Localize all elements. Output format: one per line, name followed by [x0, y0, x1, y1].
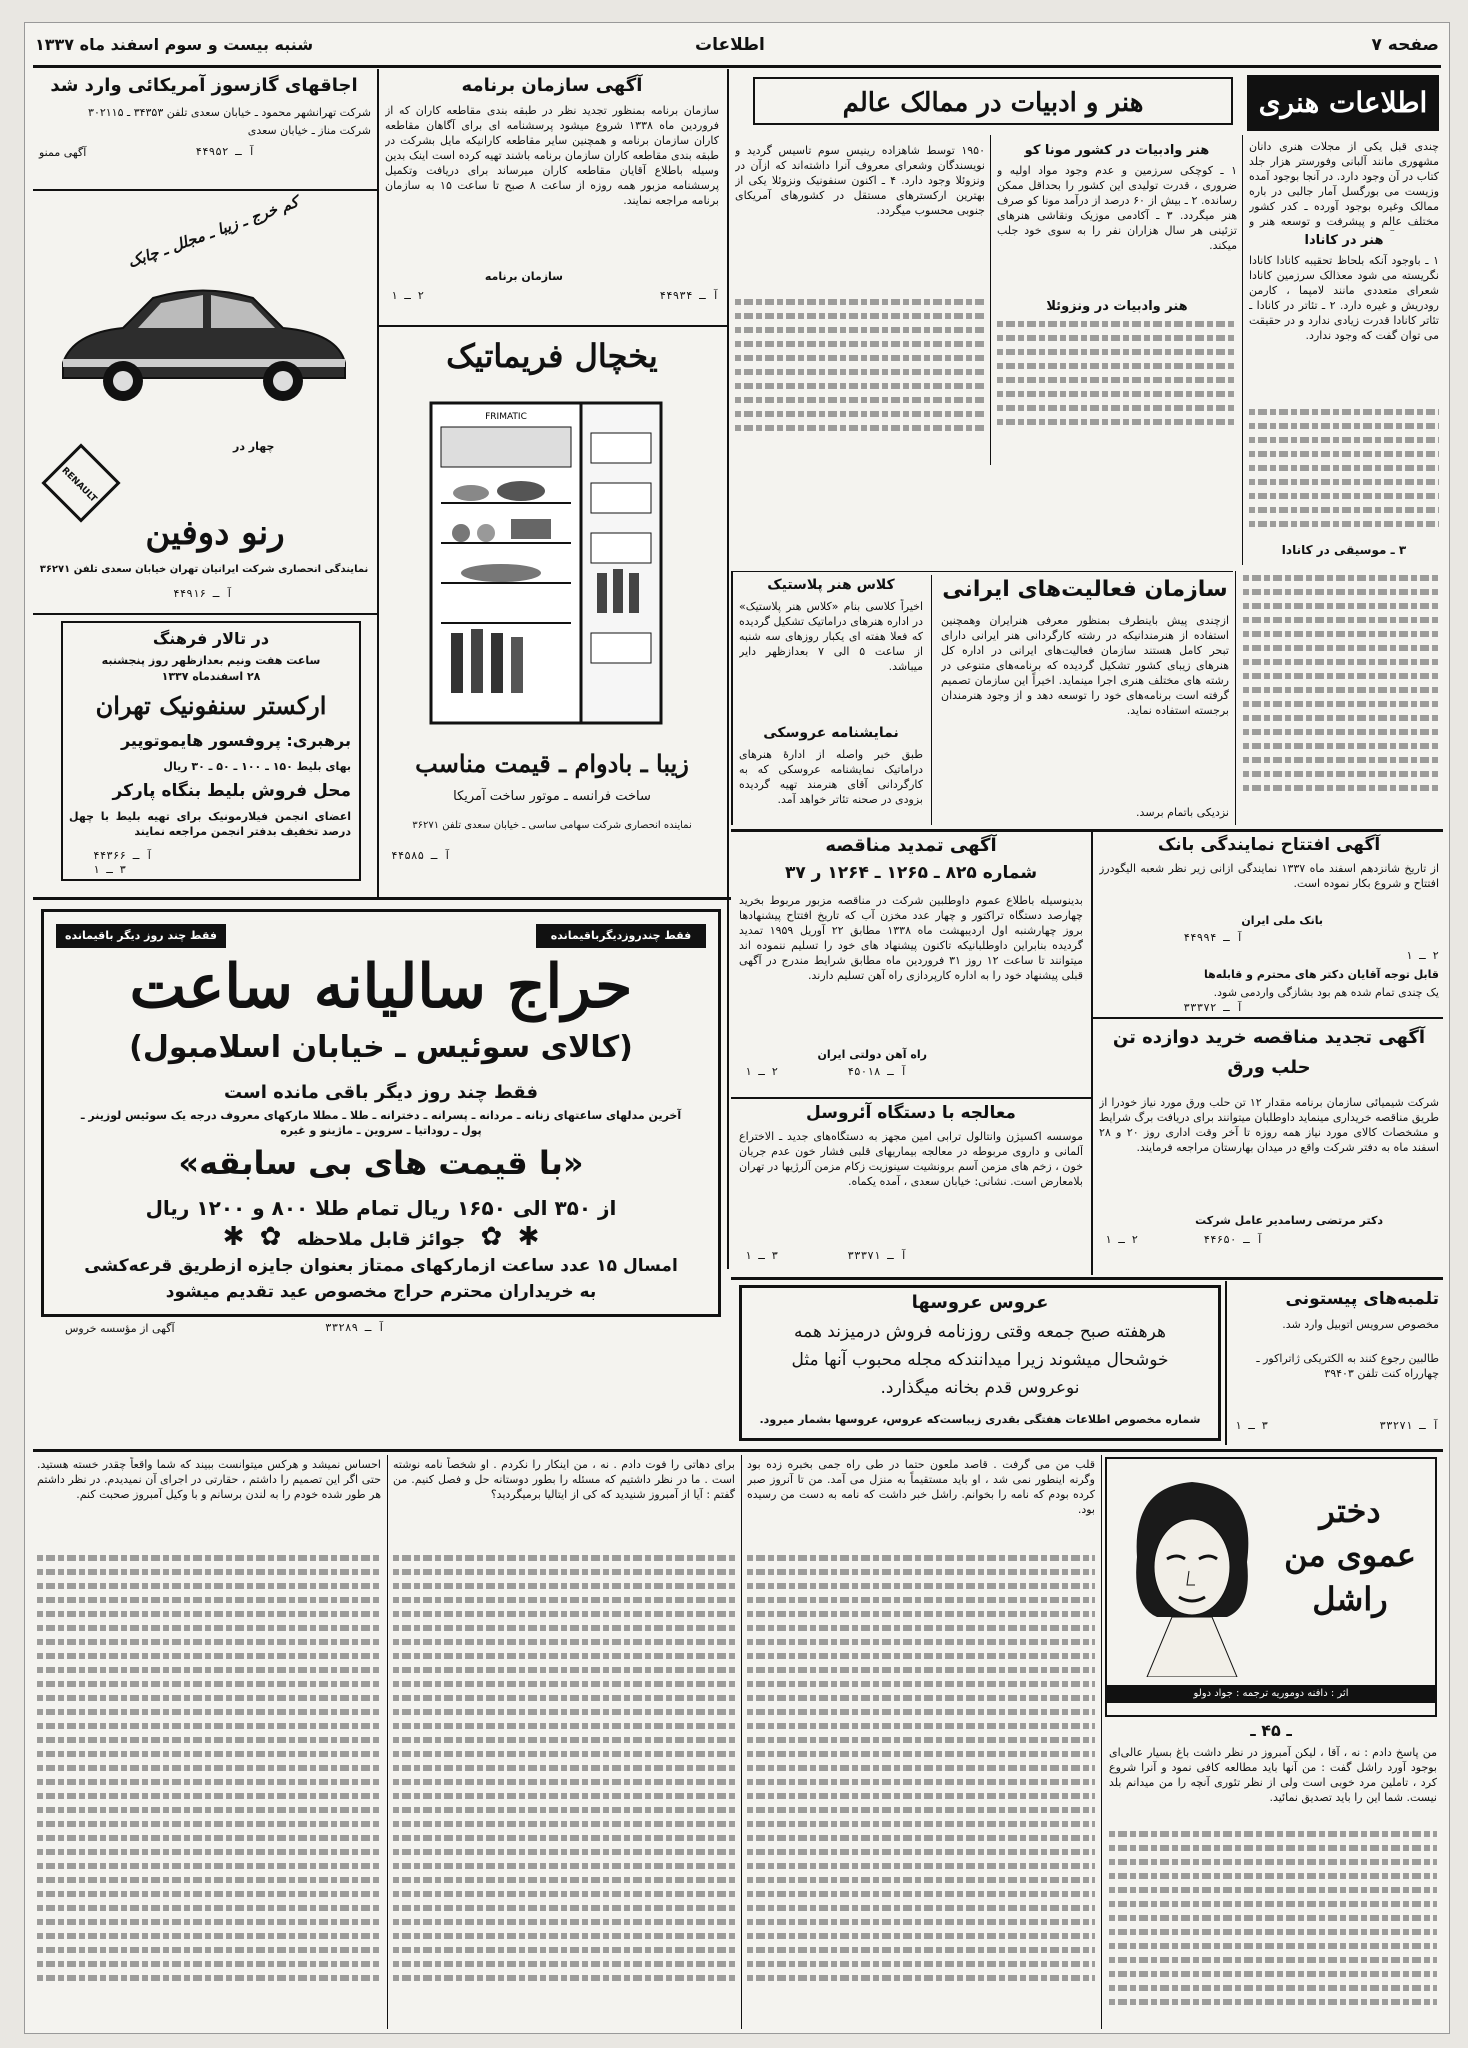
auction-badge-right: فقط چندروزدیگرباقیمانده [536, 924, 706, 948]
renewal-tender-ad [735, 835, 1087, 1095]
auction-stars [44, 1222, 718, 1252]
renault-ad [33, 193, 375, 613]
iran-activities-body: ازچندی پیش باینطرف بمنظور معرفی هنرایران وهمچنین استفاده از هنرمندانیکه در رشته کارگردانی هنر ایرانی دارای تبحر کامل هستند سازمان فعالیت‌های ایرانی در اداره کل هنرهای زیبای کشور تشکیل گردیده که برنامه‌های متنوعی در رشته های مختلف هنری اجرا مینماید. اخیراً این سازمان تصمیم گرفته است برنامه‌های خود را توسعه دهد و از وجود هنرمندان برجسته استفاده نماید. [941, 614, 1229, 717]
plastic-class-title: کلاس هنر پلاستیک [767, 577, 895, 593]
auction-prize-detail2: به خریداران محترم حراج مخصوص عید تقدیم میشود [165, 1282, 597, 1302]
serial-title: دختر عموی من راشل [1284, 1492, 1416, 1618]
fridge-slogan: زیبا ـ بادوام ـ قیمت مناسب [415, 749, 689, 778]
auction-badge-left: فقط چند روز دیگر باقیمانده [56, 924, 226, 948]
magazine-line2: خوشحال میشوند زیرا میدانندکه مجله محبوب آنها مثل [791, 1350, 1169, 1370]
program-org-title: آگهی سازمان برنامه [461, 75, 643, 96]
newspaper-page [24, 22, 1450, 2034]
pump-ad [1231, 1285, 1443, 1441]
pump-title: تلمبه‌های پیستونی [1285, 1289, 1439, 1309]
concert-code: آ ـ ۴۴۳۶۶ [93, 849, 153, 862]
program-org-note: ۲ ـ ۱ [391, 289, 425, 302]
pump-code: آ ـ ۳۳۲۷۱ [1379, 1419, 1439, 1432]
renewal-tender-code: آ ـ ۴۵۰۱۸ [847, 1065, 907, 1078]
auction-footer: آگهی از مؤسسه خروس [65, 1322, 175, 1335]
gas-stove-ad [33, 73, 375, 183]
bank-branch-ad [1095, 835, 1443, 1015]
art-news-right-column [1237, 571, 1443, 825]
concert-ad [61, 621, 361, 881]
concert-members: اعضای انجمن فیلارمونیک برای تهیه بلیط با چهل درصد تخفیف بدفتر انجمن مراجعه نمایند [69, 810, 351, 838]
bank-branch-note: ۲ ـ ۱ [1405, 949, 1439, 962]
concert-date: ۲۸ اسفندماه ۱۳۳۷ [161, 670, 261, 683]
art-news-body-mid: ۱ ـ کوچکی سرزمین و عدم وجود مواد اولیه و ضروری ، قدرت تولیدی این کشور را بحداقل ممکن رسانده. ۲ ـ بیش از ۶۰ درصد از درآمد مونا کو صرف هنر میگردد. ۳ ـ آکادمی موزیک ونقاشی هنرهای تزئینی هر سال هزاران نفر را به سوی خود جلب میکند. [997, 164, 1237, 252]
concert-orchestra: ارکستر سنفونیک تهران [95, 691, 327, 720]
renewal-tender-number: شماره ۸۲۵ ـ ۱۲۶۵ ـ ۱۲۶۴ ر ۳۷ [784, 863, 1038, 883]
auction-code: آ ـ ۳۳۲۸۹ [325, 1321, 385, 1334]
iran-activities-title: سازمان فعالیت‌های ایرانی [942, 577, 1228, 602]
gas-stove-line1: شرکت تهرانشهر محمود ـ خیابان سعدی تلفن ۳۴۳۵۳ ـ ۳۰۲۱۱۵ [88, 106, 371, 119]
serial-author: اثر : دافنه دوموریه ترجمه : جواد دولو [1107, 1685, 1435, 1703]
renewal-tender-body: بدینوسیله باطلاع عموم داوطلبین شرکت در مناقصه مزبور مربوط بخرید چهارصد دستگاه تراکتور و چهار عدد مخزن آب که تاریخ افتتاح پیشنهادها بروز چهارشنبه اول اردیبهشت ماه ۱۳۳۸ مطابق ۲۲ آوریل ۱۹۵۹ تمدید گردیده بنابراین داوطلبانیکه تاکنون پیشنهاد های خود را تسلیم ننموده اند میتوانند تا ساعت ۱۲ روز ۳۱ فروردین ماه مطابق شرایط مندرج در آگهی قبلی پیشنهاد خود را به اداره کارپردازی راه آهن تسلیم دارند. [739, 894, 1083, 982]
art-news-masthead: اطلاعات هنری [1247, 75, 1439, 131]
magazine-footer: شماره مخصوص اطلاعات هفتگی بقدری زیباست‌که عروس، عروسها بشمار میرود. [759, 1413, 1201, 1426]
pump-body: مخصوص سرویس اتوبیل وارد شد. [1282, 1318, 1439, 1331]
renault-badge: RENAULT [41, 443, 120, 522]
tin-tender-note: ۲ ـ ۱ [1105, 1233, 1139, 1246]
car-illustration [53, 273, 353, 413]
serial-column-4: احساس نمیشد و هرکس میتوانست ببیند که شما واقعاً چقدر خسته هستید. حتی اگر این تصمیم را داشتم ، حقارتی در اجرای آن نمیدیدم. در نظر داشتم هر طور شده خودم را به لندن برسانم و با وکیل آمبروز صحبت کنم. [37, 1458, 381, 1501]
aerosol-note: ۳ ـ ۱ [745, 1249, 779, 1262]
renewal-tender-note: ۲ ـ ۱ [745, 1065, 779, 1078]
fridge-origin: ساخت فرانسه ـ موتور ساخت آمریکا [453, 789, 651, 804]
girl-illustration [1117, 1467, 1267, 1677]
renault-brand: رنو دوفین [145, 513, 285, 553]
concert-time: ساعت هفت ونیم بعدازظهر روز پنجشنبه [101, 654, 321, 667]
auction-price-range: از ۳۵۰ الی ۱۶۵۰ ریال تمام طلا ۸۰۰ و ۱۲۰۰ ریال [145, 1196, 617, 1220]
auction-models: آخرین مدلهای ساعتهای زنانه ـ مردانه ـ پسرانه ـ دخترانه ـ طلا ـ مطلا مارکهای معروف درجه یک سوئیس لوزینر ـ پول ـ روداتیا ـ سروین ـ ماژینو و غیره [80, 1109, 682, 1137]
monaco-subtitle: هنر وادبیات در کشور مونا کو [1024, 143, 1210, 158]
date-line: شنبه بیست و سوم اسفند ماه ۱۳۳۷ [35, 35, 314, 54]
concert-conductor: برهبری: پروفسور هایموتوپیر [120, 731, 351, 750]
aerosol-title: معالجه با دستگاه آئروسل [806, 1103, 1016, 1123]
canada-subtitle: هنر در کانادا [1304, 233, 1384, 248]
tin-tender-body: شرکت شیمیائی سازمان برنامه مقدار ۱۲ تن حلب ورق مورد نیاز خودرا از طریق مناقصه خریداری مینماید داوطلبان میتوانند برای دریافت برگ شرایط و مشخصات کالای مورد نیاز همه روزه تا آخر وقت اداری روز ۲۰ و ۲۸ اسفند ماه به دفتر شرکت واقع در میدان بهارستان مراجعه فرمایند. [1099, 1096, 1439, 1154]
auction-headline: حراج سالیانه ساعت [129, 952, 633, 1022]
auction-prizes: جوائز قابل ملاحظه [296, 1229, 466, 1250]
magazine-ad [739, 1285, 1221, 1441]
fridge-agent: نماینده انحصاری شرکت سهامی ساسی ـ خیابان سعدی تلفن ۳۶۲۷۱ [412, 820, 692, 831]
magazine-line1: هرهفته صبح جمعه وقتی روزنامه فروش درمیزند همه [794, 1322, 1166, 1342]
bank-branch-code: آ ـ ۴۴۹۹۴ [1183, 931, 1243, 944]
puppet-show-title: نمایشنامه عروسکی [763, 725, 899, 741]
art-news-body-right: ۱ ـ باوجود آنکه بلحاظ تحقیبه کانادا کانادا نگریسته می شود معذالک سرزمین کانادا شعرای متعددی مانند لامپما ، کارمن رودریش و غیره دارد. ۲ ـ تئاتر در کانادا ـ تئاتر کانادا قدرت زیادی ندارد و در حقیقت می توان گفت که وجود ندارد. [1249, 254, 1439, 342]
tin-tender-title: آگهی تجدید مناقصه خرید دوازده تن حلب ورق [1112, 1027, 1426, 1078]
renault-four-door: چهار در [233, 440, 275, 453]
bank-branch-body: از تاریخ شانزدهم اسفند ماه ۱۳۳۷ نمایندگی ازانی زیر نظر شعبه الیگودرز افتتاح و شروع بکار نموده است. [1099, 862, 1439, 890]
serial-column-2: قلب من می گرفت . قاصد ملعون حتما در طی راه جمی بخبره زده بود وگرنه اینطور نمی شد ، او باید مستقیماً به منزل می آمد. من تا آنروز صبر کرده بودم که نامه را بخوانم. راشل خبر داشت که نامه به دست من رسیده بود. [747, 1458, 1095, 1516]
gas-stove-title: اجاقهای گازسوز آمریکائی وارد شد [50, 75, 358, 96]
renault-script-words: کم خرج ـ زیبا ـ مجلل ـ چابک [125, 192, 301, 272]
iran-activities [935, 577, 1235, 823]
magazine-title: عروس عروسها [911, 1292, 1049, 1313]
flower-icon: ✿ [480, 1222, 503, 1252]
art-news-headline: هنر و ادبیات در ممالک عالم [753, 77, 1233, 125]
serial-column-1: من پاسخ دادم : نه ، آقا ، لیکن آمبروز در نظر داشت باغ بسیار عالی‌ای بوجود آورد راشل گفت : من آنها باید مطالعه کافی نمود و آنرا شروع کرد ، تاملین مرد خوبی است ولی از نظر تئوری آنچه را من میدانم بلد نیست. شما این را باید تصدیق نمائید. [1109, 1746, 1437, 1804]
aerosol-body: موسسه اکسیژن وانتالول ترابی امین مجهز به دستگاه‌های جدید ـ الاختراع آلمانی و داروی مربوطه در معالجه بیماریهای قلبی فشار خون عدم جریان خون ، زخم های مزمن آسم برونشیت سینوزیت زکام مزمن آلرژیها در تهران بلامعارض است. نشانی: خیابان سعدی ، آمده یکماه. [739, 1130, 1083, 1188]
star-icon: ✱ [222, 1222, 245, 1252]
auction-subline: (کالای سوئیس ـ خیابان اسلامبول) [129, 1030, 633, 1065]
auction-days-left: فقط چند روز دیگر باقی مانده است [223, 1082, 539, 1103]
fridge-ad [381, 329, 723, 889]
serial-episode: ـ ۴۵ ـ [1250, 1721, 1292, 1740]
serial-column-3: برای دهاتی را فوت دادم . نه ، من اینکار را نکردم . او شخصاً نامه نوشته است . ما در نظر داشتیم که مسئله را بطور دوستانه حل و فصل کنیم. من گفتم : آیا از آمبروز شنیدید که کی از ایتالیا برمیگردید؟ [393, 1458, 735, 1501]
program-org-ad [381, 73, 723, 323]
star-icon: ✱ [517, 1222, 540, 1252]
plastic-class-body: اخیراً کلاسی بنام «کلاس هنر پلاستیک» در اداره هنرهای دراماتیک تشکیل گردیده که فعلا هفته ای یکبار روزهای سه شنبه از ساعت ۵ الی ۷ بعدازظهر دایر میباشد. [739, 600, 923, 673]
music-subtitle: ۳ ـ موسیقی در کانادا [1281, 543, 1407, 557]
renault-code: آ ـ ۴۴۹۱۶ [173, 587, 233, 600]
serial-title-box [1105, 1457, 1437, 1717]
paper-name: اطلاعات [695, 35, 765, 55]
concert-sales: محل فروش بلیط بنگاه پارکر [112, 781, 351, 801]
renault-agent: نمایندگی انحصاری شرکت ایرانیان تهران خیابان سعدی تلفن ۳۶۲۷۱ [39, 564, 369, 575]
aerosol-ad [735, 1103, 1087, 1273]
fridge-title: یخچال فریماتیک [446, 337, 658, 375]
program-org-body: سازمان برنامه بمنظور تجدید نظر در طبقه بندی مقاطعه کاران که از فروردین ماه ۱۳۳۸ شروع میشود پرسشنامه ای برای آگاهان مقاطعه کاران سازمان برنامه و همچنین سایر مقاطعه کارانیکه مایل بشرکت در طبقه بندی مقاطعه کاران سازمان برنامه باشند تهیه کرده است اینک بدین وسیله باطلاع آقایان مقاطعه کاران میرساند برای دریافت وتکمیل پرسشنامه مزبور همه روزه از ساعت ۸ صبح تا ساعت ۱۵ به سازمان برنامه مراجعه نمایند. [385, 104, 719, 207]
bank-branch-title: آگهی افتتاح نمایندگی بانک [1157, 835, 1381, 855]
puppet-show-body: طبق خبر واصله از ادارهٔ هنرهای دراماتیک نمایشنامه عروسکی که به کارگردانی آقای هنرمند تهیه گردیده بزودی در صحنه تئاتر خواهد آمد. [739, 748, 923, 806]
pump-note: ۳ ـ ۱ [1235, 1419, 1269, 1432]
pump-contact: طالبین رجوع کنند به الکتریکی ژاتراکور ـ چهارراه کنت تلفن ۳۹۴۰۳ [1256, 1352, 1439, 1380]
tin-tender-ad [1095, 1023, 1443, 1273]
tin-tender-signature: دکتر مرتضی رسامدیر عامل شرکت [1195, 1214, 1383, 1227]
program-org-signature: سازمان برنامه [484, 270, 563, 283]
fridge-code: آ ـ ۴۴۵۸۵ [391, 849, 451, 862]
fridge-illustration [401, 393, 701, 733]
gas-stove-code: آ ـ ۴۴۹۵۲ [195, 145, 255, 158]
gas-stove-agent: آگهی ممنو [39, 146, 87, 159]
doctors-notice-body: یک چندی تمام شده هم بود بشازگی واردمی شود. [1213, 986, 1439, 999]
aerosol-code: آ ـ ۳۳۳۷۱ [847, 1249, 907, 1262]
concert-prices: بهای بلیط ۱۵۰ ـ ۱۰۰ ـ ۵۰ ـ ۳۰ ریال [163, 760, 351, 773]
auction-prize-detail: امسال ۱۵ عدد ساعت ازمارکهای ممتاز بعنوان جایزه ازطریق قرعه‌کشی [84, 1256, 678, 1276]
venezuela-subtitle: هنر وادبیات در ونزوئلا [1046, 299, 1188, 314]
magazine-line3: نوعروس قدم بخانه میگذارد. [880, 1378, 1080, 1398]
renewal-tender-signature: راه آهن دولتی ایران [817, 1048, 927, 1061]
fridge-brand: FRIMATIC [485, 412, 527, 422]
gas-stove-line2: شرکت مناز ـ خیابان سعدی [247, 124, 371, 137]
concert-hall: در تالار فرهنگ [152, 629, 270, 648]
page-header [35, 31, 1439, 61]
art-news-intro: چندی قبل یکی از مجلات هنری دانان مشهوری مانند آلبانی وفورستر هزار جلد کتاب در آن وجود دارد. در آنجا بوجود آمده وزیست می بورگسل آمار جالبی در باره ممالک وغیره بوجود آورده ـ کدر کشور مختلف عالم و پیشرفت و توسعه هنر و [1249, 140, 1439, 228]
flower-icon: ✿ [259, 1222, 282, 1252]
iran-activities-note: نزدیکی باتمام برسد. [1136, 806, 1229, 819]
doctors-notice-title: قابل توجه آقایان دکتر های محترم و قابله‌ها [1203, 968, 1439, 981]
art-news-body-left: ۱۹۵۰ توسط شاهزاده رینیس سوم تاسیس گردید و نویسندگان وشعرای معروف آنرا داشته‌اند که ازآن در ونزوئلا وجود دارد. ۴ ـ اکنون سنفونیک ونزوئلا یکی از بهترین ارکسترهای مستقل در کشورهای آمریکای جنوبی محسوب میگردد. [735, 144, 985, 217]
tin-tender-code: آ ـ ۴۴۶۵۰ [1203, 1233, 1263, 1246]
watch-auction-ad [41, 909, 721, 1317]
plastic-class [735, 577, 927, 823]
auction-price-headline: «با قیمت های بی سابقه» [178, 1144, 584, 1182]
art-news-section [731, 73, 1443, 565]
bank-branch-signature: بانک ملی ایران [1241, 914, 1323, 927]
doctors-notice-code: آ ـ ۳۳۳۷۲ [1183, 1001, 1243, 1014]
program-org-code: آ ـ ۴۴۹۳۴ [659, 289, 719, 302]
page-number: صفحه ۷ [1371, 35, 1439, 55]
renewal-tender-title: آگهی تمدید مناقصه [825, 835, 997, 856]
concert-note: ۳ ـ ۱ [93, 863, 127, 876]
